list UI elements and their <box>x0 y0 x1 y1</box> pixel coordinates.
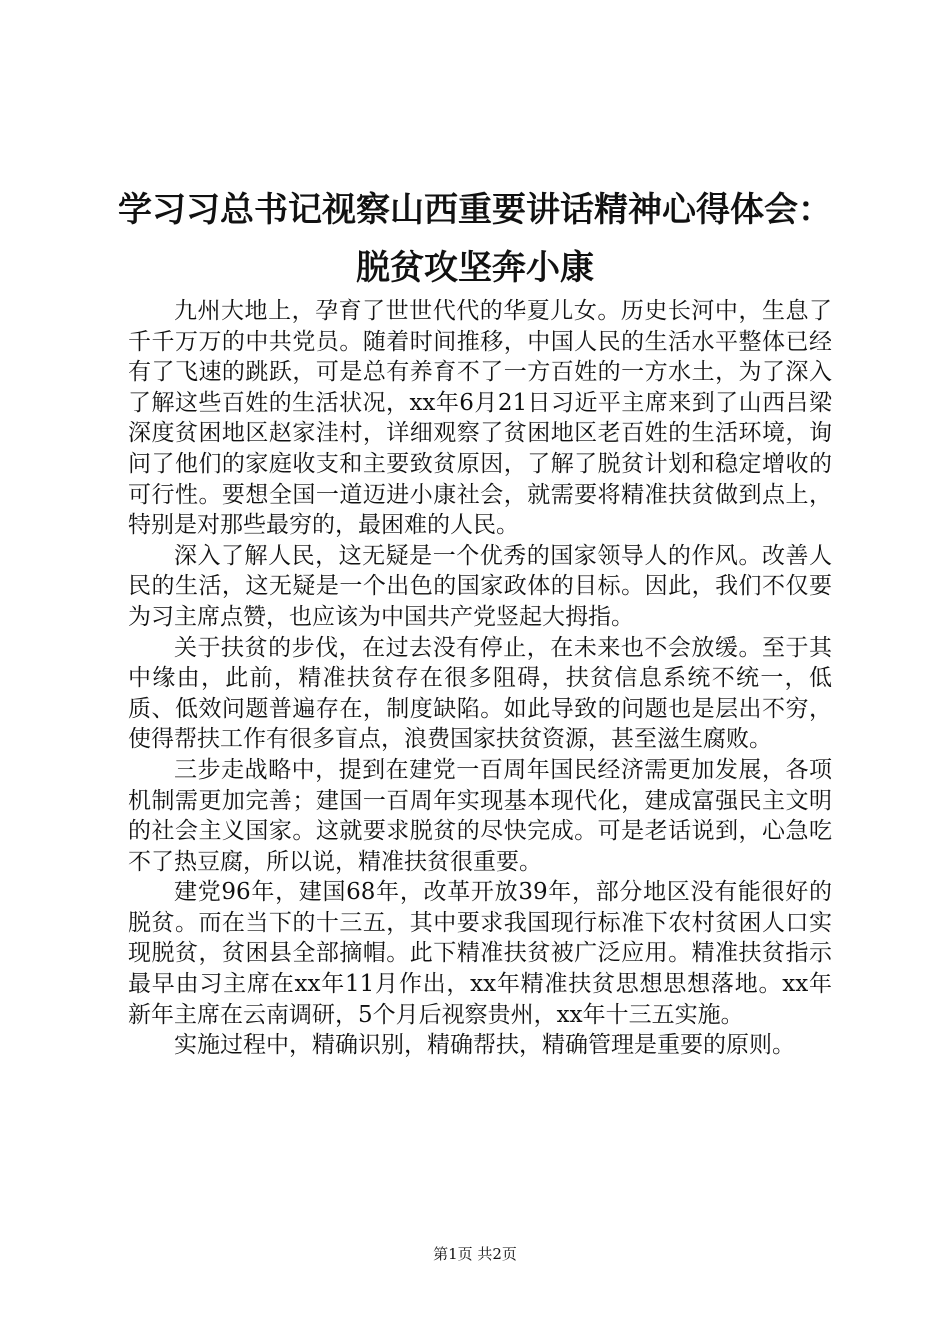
document-title-line-2: 脱贫攻坚奔小康 <box>356 248 594 288</box>
paragraph: 三步走战略中，提到在建党一百周年国民经济需更加发展，各项机制需更加完善；建国一百周年实现基本现代化，建成富强民主文明的社会主义国家。这就要求脱贫的尽快完成。可是老话说到，心急吃不了热豆腐，所以说，精准扶贫很重要。 <box>128 756 832 875</box>
paragraph: 建党96年，建国68年，改革开放39年，部分地区没有能很好的脱贫。而在当下的十三五，其中要求我国现行标准下农村贫困人口实现脱贫，贫困县全部摘帽。此下精准扶贫被广泛应用。精准扶贫指示最早由习主席在xx年11月作出，xx年精准扶贫思想思想落地。xx年新年主席在云南调研，5个月后视察贵州，xx年十三五实施。 <box>128 879 832 1028</box>
paragraph: 九州大地上，孕育了世世代代的华夏儿女。历史长河中，生息了千千万万的中共党员。随着时间推移，中国人民的生活水平整体已经有了飞速的跳跃，可是总有养育不了一方百姓的一方水土，为了深入了解这些百姓的生活状况，xx年6月21日习近平主席来到了山西吕梁深度贫困地区赵家洼村，详细观察了贫困地区老百姓的生活环境，询问了他们的家庭收支和主要致贫原因，了解了脱贫计划和稳定增收的可行性。要想全国一道迈进小康社会，就需要将精准扶贫做到点上，特别是对那些最穷的，最困难的人民。 <box>128 298 832 539</box>
paragraph: 关于扶贫的步伐，在过去没有停止，在未来也不会放缓。至于其中缘由，此前，精准扶贫存在很多阻碍，扶贫信息系统不统一，低质、低效问题普遍存在，制度缺陷。如此导致的问题也是层出不穷，使得帮扶工作有很多盲点，浪费国家扶贫资源，甚至滋生腐败。 <box>128 634 832 753</box>
paragraph: 深入了解人民，这无疑是一个优秀的国家领导人的作风。改善人民的生活，这无疑是一个出色的国家政体的目标。因此，我们不仅要为习主席点赞，也应该为中国共产党竖起大拇指。 <box>128 542 832 630</box>
document-body <box>128 296 832 1061</box>
page-number-footer: 第1页 共2页 <box>433 1245 517 1263</box>
paragraph: 实施过程中，精确识别，精确帮扶，精确管理是重要的原则。 <box>174 1032 795 1059</box>
document-title-line-1: 学习习总书记视察山西重要讲话精神心得体会： <box>118 190 832 230</box>
